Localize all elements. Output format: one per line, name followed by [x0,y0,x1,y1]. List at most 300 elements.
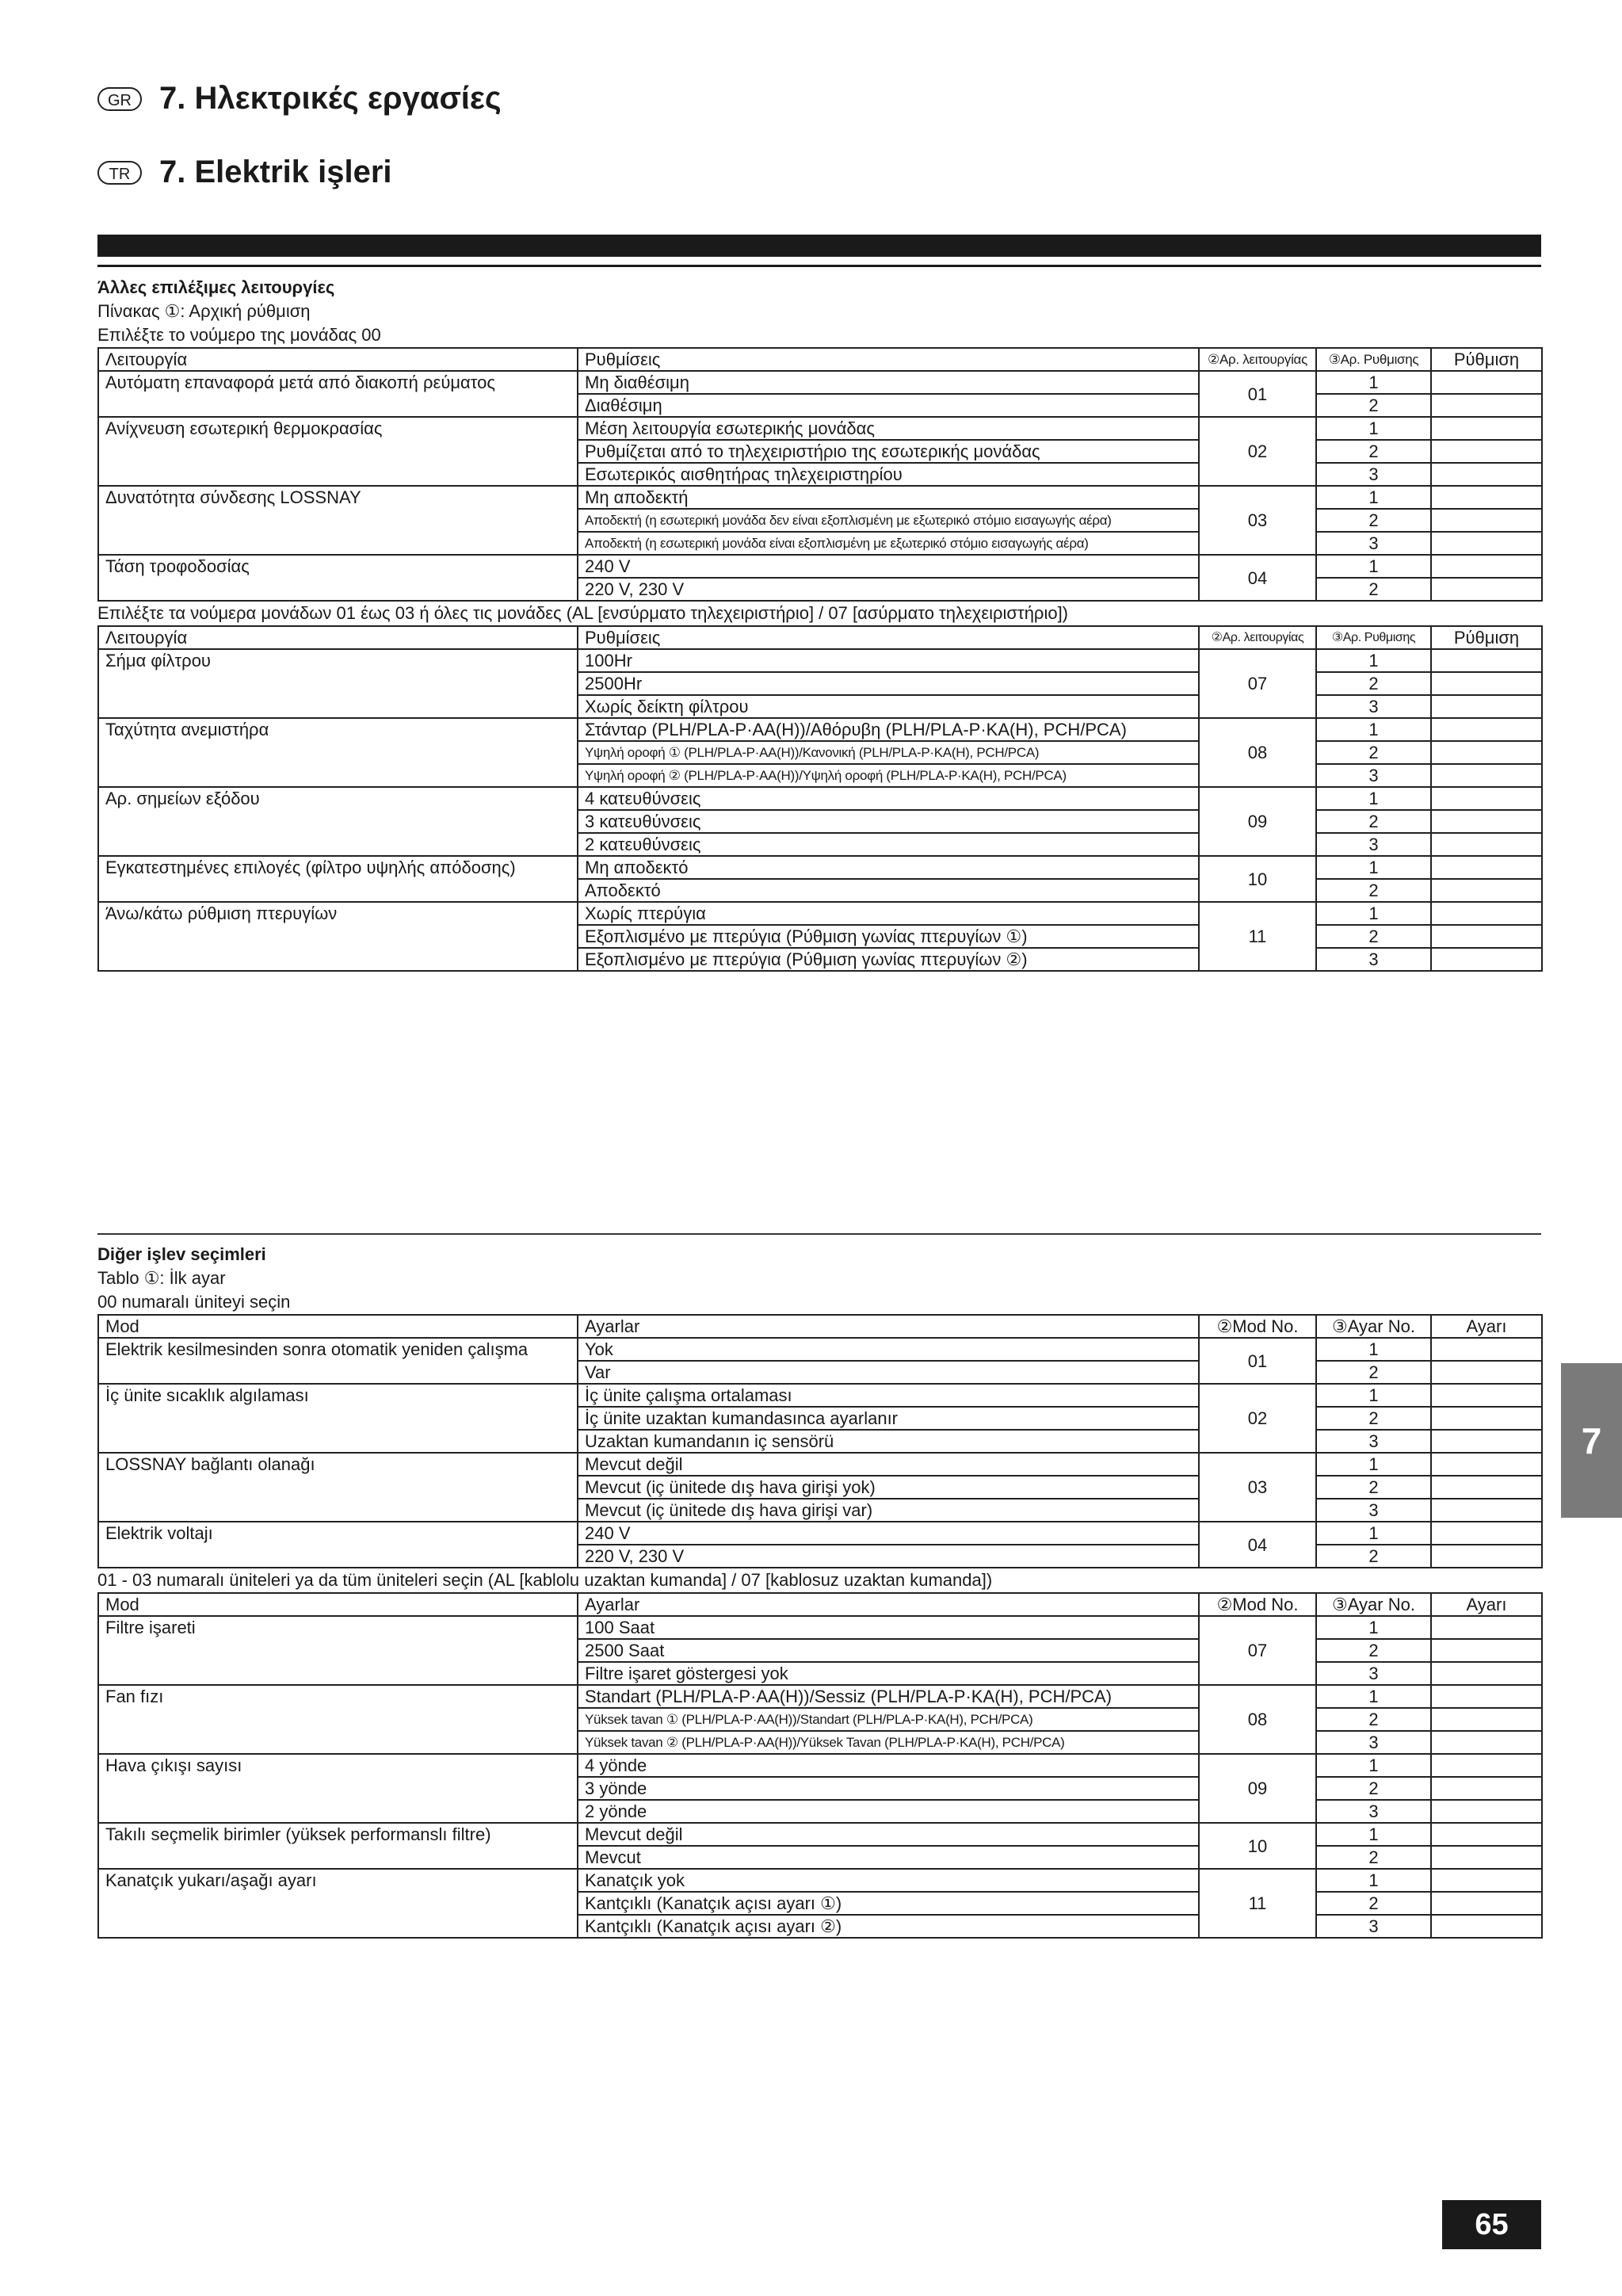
check-cell [1431,1522,1542,1545]
setting-no-cell: 3 [1316,1731,1431,1754]
function-cell-continued [98,879,578,902]
check-cell [1431,1545,1542,1568]
table-row [98,902,1542,925]
function-cell-continued [98,1430,578,1453]
table-row [98,1869,1542,1892]
function-cell-continued [98,1846,578,1869]
check-cell [1431,1708,1542,1731]
setting-no-cell: 1 [1316,1823,1431,1846]
settings-cell: 2 κατευθύνσεις [578,833,1199,856]
mode-no-cell: 10 [1199,856,1316,902]
function-cell-continued [98,440,578,463]
table-row [98,440,1542,463]
settings-cell: Αποδεκτό [578,879,1199,902]
settings-cell: Μη αποδεκτή [578,486,1199,509]
gr-intro-1: Επιλέξτε το νούμερο της μονάδας 00 [97,325,381,345]
setting-no-cell: 2 [1316,1777,1431,1800]
check-cell [1431,1453,1542,1476]
mode-no-cell: 09 [1199,1754,1316,1823]
settings-cell: Αποδεκτή (η εσωτερική μονάδα δεν είναι εξοπλισμένη με εξωτερικό στόμιο εισαγωγής αέρα) [578,509,1199,532]
table-header-row [98,348,1542,371]
check-cell [1431,578,1542,601]
header-setting-no: ③Ayar No. [1316,1315,1431,1338]
check-cell [1431,672,1542,695]
function-cell-continued [98,509,578,532]
mode-no-cell: 03 [1199,1453,1316,1522]
function-cell-continued [98,1892,578,1915]
mode-no-cell: 01 [1199,1338,1316,1384]
function-cell: Τάση τροφοδοσίας [98,555,578,578]
header-mode-no: ②Αρ. λειτουργίας [1199,348,1316,371]
settings-cell: İç ünite uzaktan kumandasınca ayarlanır [578,1407,1199,1430]
function-cell-continued [98,1915,578,1938]
check-cell [1431,486,1542,509]
check-cell [1431,1338,1542,1361]
settings-cell: Kantçıklı (Kanatçık açısı ayarı ②) [578,1915,1199,1938]
function-cell-continued [98,741,578,764]
mode-no-cell: 07 [1199,1616,1316,1685]
function-cell-continued [98,1639,578,1662]
table-row [98,1616,1542,1639]
mode-no-cell: 08 [1199,718,1316,787]
settings-cell: Εξοπλισμένο με πτερύγια (Ρύθμιση γωνίας πτερυγίων ①) [578,925,1199,948]
gr-heading-title: 7. Ηλεκτρικές εργασίες [159,81,502,116]
function-cell: Σήμα φίλτρου [98,649,578,672]
table-row [98,764,1542,787]
function-cell-continued [98,1476,578,1499]
check-cell [1431,741,1542,764]
table-row [98,787,1542,810]
table-row [98,509,1542,532]
function-cell-continued [98,833,578,856]
settings-cell: 4 yönde [578,1754,1199,1777]
setting-no-cell: 3 [1316,1430,1431,1453]
mode-no-cell: 02 [1199,417,1316,486]
function-cell-continued [98,532,578,555]
table-row [98,672,1542,695]
settings-cell: Yok [578,1338,1199,1361]
table-row [98,948,1542,971]
setting-no-cell: 2 [1316,440,1431,463]
check-cell [1431,509,1542,532]
function-cell-continued [98,925,578,948]
setting-no-cell: 1 [1316,902,1431,925]
header-function: Mod [98,1315,578,1338]
table-row [98,532,1542,555]
table-row [98,1453,1542,1476]
function-cell-continued [98,1731,578,1754]
table-row [98,1522,1542,1545]
settings-cell: Mevcut değil [578,1823,1199,1846]
setting-no-cell: 2 [1316,509,1431,532]
function-cell: Δυνατότητα σύνδεσης LOSSNAY [98,486,578,509]
table-row [98,394,1542,417]
setting-no-cell: 1 [1316,1685,1431,1708]
settings-cell: 4 κατευθύνσεις [578,787,1199,810]
tr-table-2 [97,1592,1543,1939]
header-check: Ayarı [1431,1315,1542,1338]
check-cell [1431,463,1542,486]
table-row [98,1754,1542,1777]
table-row [98,578,1542,601]
setting-no-cell: 1 [1316,718,1431,741]
setting-no-cell: 2 [1316,1708,1431,1731]
function-cell-continued [98,1662,578,1685]
tr-intro-1: 00 numaralı üniteyi seçin [97,1292,291,1312]
settings-cell: Kantçıklı (Kanatçık açısı ayarı ①) [578,1892,1199,1915]
function-cell: Εγκατεστημένες επιλογές (φίλτρο υψηλής απόδοσης) [98,856,578,879]
mode-no-cell: 03 [1199,486,1316,555]
check-cell [1431,787,1542,810]
header-settings: Ayarlar [578,1593,1199,1616]
settings-cell: Διαθέσιμη [578,394,1199,417]
check-cell [1431,833,1542,856]
table-row [98,417,1542,440]
setting-no-cell: 3 [1316,1662,1431,1685]
function-cell-continued [98,672,578,695]
check-cell [1431,649,1542,672]
check-cell [1431,948,1542,971]
header-settings: Ayarlar [578,1315,1199,1338]
setting-no-cell: 1 [1316,1384,1431,1407]
check-cell [1431,371,1542,394]
settings-cell: Mevcut (iç ünitede dış hava girişi var) [578,1499,1199,1522]
settings-cell: Uzaktan kumandanın iç sensörü [578,1430,1199,1453]
header-bar [97,235,1541,257]
setting-no-cell: 2 [1316,1846,1431,1869]
check-cell [1431,1777,1542,1800]
settings-cell: Χωρίς δείκτη φίλτρου [578,695,1199,718]
check-cell [1431,1662,1542,1685]
setting-no-cell: 1 [1316,1616,1431,1639]
function-cell-continued [98,695,578,718]
settings-cell: Αποδεκτή (η εσωτερική μονάδα είναι εξοπλισμένη με εξωτερικό στόμιο εισαγωγής αέρα) [578,532,1199,555]
setting-no-cell: 3 [1316,1915,1431,1938]
function-cell-continued [98,1361,578,1384]
header-mode-no: ②Mod No. [1199,1315,1316,1338]
setting-no-cell: 2 [1316,879,1431,902]
settings-cell: 240 V [578,555,1199,578]
check-cell [1431,856,1542,879]
settings-cell: Μέση λειτουργία εσωτερικής μονάδας [578,417,1199,440]
settings-cell: Χωρίς πτερύγια [578,902,1199,925]
check-cell [1431,695,1542,718]
mode-no-cell: 02 [1199,1384,1316,1453]
setting-no-cell: 1 [1316,1754,1431,1777]
setting-no-cell: 1 [1316,555,1431,578]
mode-no-cell: 10 [1199,1823,1316,1869]
setting-no-cell: 2 [1316,672,1431,695]
settings-cell: Υψηλή οροφή ① (PLH/PLA-P·AA(H))/Κανονική (PLH/PLA-P·KA(H), PCH/PCA) [578,741,1199,764]
function-cell-continued [98,1407,578,1430]
table-header-row [98,1315,1542,1338]
mode-no-cell: 04 [1199,555,1316,601]
chapter-side-tab: 7 [1561,1363,1622,1518]
mode-no-cell: 01 [1199,371,1316,417]
check-cell [1431,1846,1542,1869]
function-cell: Elektrik voltajı [98,1522,578,1545]
function-cell: Ταχύτητα ανεμιστήρα [98,718,578,741]
check-cell [1431,718,1542,741]
table-row [98,1499,1542,1522]
check-cell [1431,1407,1542,1430]
settings-cell: Μη αποδεκτό [578,856,1199,879]
page-number: 65 [1442,2200,1541,2249]
function-cell: Hava çıkışı sayısı [98,1754,578,1777]
header-settings: Ρυθμίσεις [578,348,1199,371]
gr-table-2 [97,625,1543,972]
table-header-row [98,626,1542,649]
mode-no-cell: 04 [1199,1522,1316,1568]
check-cell [1431,555,1542,578]
table-row [98,695,1542,718]
mode-no-cell: 07 [1199,649,1316,718]
function-cell: Takılı seçmelik birimler (yüksek performanslı filtre) [98,1823,578,1846]
settings-cell: Μη διαθέσιμη [578,371,1199,394]
settings-cell: Ρυθμίζεται από το τηλεχειριστήριο της εσωτερικής μονάδας [578,440,1199,463]
tr-table-label: Tablo ①: İlk ayar [97,1268,226,1288]
function-cell-continued [98,1708,578,1731]
header-check: Ρύθμιση [1431,348,1542,371]
settings-cell: 3 yönde [578,1777,1199,1800]
table-row [98,810,1542,833]
table-row [98,1777,1542,1800]
function-cell: Filtre işareti [98,1616,578,1639]
mode-no-cell: 08 [1199,1685,1316,1754]
table-row [98,1407,1542,1430]
check-cell [1431,1476,1542,1499]
table-row [98,1708,1542,1731]
settings-cell: Var [578,1361,1199,1384]
setting-no-cell: 2 [1316,1407,1431,1430]
tr-intro-2: 01 - 03 numaralı üniteleri ya da tüm üniteleri seçin (AL [kablolu uzaktan kumanda] / 07 [kablosuz uzaktan kumanda]) [97,1570,993,1590]
function-cell: İç ünite sıcaklık algılaması [98,1384,578,1407]
settings-cell: Kanatçık yok [578,1869,1199,1892]
setting-no-cell: 2 [1316,1545,1431,1568]
table-header-row [98,1593,1542,1616]
check-cell [1431,1639,1542,1662]
table-row [98,1800,1542,1823]
header-setting-no: ③Ayar No. [1316,1593,1431,1616]
gr-section-title: Άλλες επιλέξιμες λειτουργίες [97,277,335,297]
table-row [98,1731,1542,1754]
settings-cell: Yüksek tavan ② (PLH/PLA-P·AA(H))/Yüksek Tavan (PLH/PLA-P·KA(H), PCH/PCA) [578,1731,1199,1754]
setting-no-cell: 1 [1316,649,1431,672]
setting-no-cell: 3 [1316,833,1431,856]
settings-cell: 2 yönde [578,1800,1199,1823]
tr-section [97,1233,1541,1939]
table-row [98,1662,1542,1685]
tr-heading-title: 7. Elektrik işleri [159,155,392,189]
table-row [98,1915,1542,1938]
header-mode-no: ②Mod No. [1199,1593,1316,1616]
check-cell [1431,1800,1542,1823]
table-row [98,741,1542,764]
header-function: Λειτουργία [98,348,578,371]
header-rule [97,265,1541,267]
settings-cell: Filtre işaret göstergesi yok [578,1662,1199,1685]
gr-section [97,276,1541,972]
setting-no-cell: 1 [1316,1338,1431,1361]
gr-language-badge: GR [97,87,142,111]
check-cell [1431,1892,1542,1915]
table-row [98,555,1542,578]
check-cell [1431,1361,1542,1384]
function-cell-continued [98,578,578,601]
settings-cell: 2500 Saat [578,1639,1199,1662]
table-row [98,1639,1542,1662]
header-function: Λειτουργία [98,626,578,649]
setting-no-cell: 1 [1316,787,1431,810]
table-row [98,649,1542,672]
gr-intro-2: Επιλέξτε τα νούμερα μονάδων 01 έως 03 ή όλες τις μονάδες (AL [ενσύρματο τηλεχειριστήριο] / 07 [ασύρματο τηλεχειριστήριο]) [97,603,1069,623]
table-row [98,1361,1542,1384]
table-row [98,1430,1542,1453]
table-row [98,833,1542,856]
setting-no-cell: 2 [1316,578,1431,601]
setting-no-cell: 2 [1316,1892,1431,1915]
setting-no-cell: 1 [1316,371,1431,394]
function-cell-continued [98,1800,578,1823]
settings-cell: Mevcut [578,1846,1199,1869]
header-check: Ayarı [1431,1593,1542,1616]
check-cell [1431,532,1542,555]
tr-heading [97,155,392,190]
function-cell: Άνω/κάτω ρύθμιση πτερυγίων [98,902,578,925]
check-cell [1431,1430,1542,1453]
mode-no-cell: 09 [1199,787,1316,856]
setting-no-cell: 2 [1316,810,1431,833]
header-settings: Ρυθμίσεις [578,626,1199,649]
setting-no-cell: 1 [1316,486,1431,509]
function-cell: Ανίχνευση εσωτερική θερμοκρασίας [98,417,578,440]
function-cell: Kanatçık yukarı/aşağı ayarı [98,1869,578,1892]
function-cell-continued [98,463,578,486]
settings-cell: Υψηλή οροφή ② (PLH/PLA-P·AA(H))/Υψηλή οροφή (PLH/PLA-P·KA(H), PCH/PCA) [578,764,1199,787]
check-cell [1431,417,1542,440]
table-row [98,1685,1542,1708]
table-row [98,371,1542,394]
setting-no-cell: 3 [1316,948,1431,971]
check-cell [1431,1499,1542,1522]
function-cell-continued [98,1545,578,1568]
check-cell [1431,440,1542,463]
settings-cell: 220 V, 230 V [578,1545,1199,1568]
table-row [98,1823,1542,1846]
check-cell [1431,810,1542,833]
check-cell [1431,394,1542,417]
check-cell [1431,902,1542,925]
setting-no-cell: 1 [1316,417,1431,440]
function-cell: LOSSNAY bağlantı olanağı [98,1453,578,1476]
setting-no-cell: 3 [1316,1499,1431,1522]
setting-no-cell: 2 [1316,394,1431,417]
function-cell-continued [98,1777,578,1800]
setting-no-cell: 2 [1316,1361,1431,1384]
gr-table-1 [97,347,1543,602]
table-row [98,1892,1542,1915]
function-cell-continued [98,764,578,787]
setting-no-cell: 3 [1316,532,1431,555]
check-cell [1431,1869,1542,1892]
gr-table-label: Πίνακας ①: Αρχική ρύθμιση [97,301,311,321]
header-setting-no: ③Αρ. Ρυθμισης [1316,348,1431,371]
setting-no-cell: 3 [1316,695,1431,718]
function-cell: Fan fızı [98,1685,578,1708]
settings-cell: Standart (PLH/PLA-P·AA(H))/Sessiz (PLH/PLA-P·KA(H), PCH/PCA) [578,1685,1199,1708]
settings-cell: Εξοπλισμένο με πτερύγια (Ρύθμιση γωνίας πτερυγίων ②) [578,948,1199,971]
setting-no-cell: 2 [1316,925,1431,948]
table-row [98,1846,1542,1869]
header-setting-no: ③Αρ. Ρυθμισης [1316,626,1431,649]
function-cell-continued [98,394,578,417]
table-row [98,1338,1542,1361]
function-cell-continued [98,948,578,971]
function-cell-continued [98,1499,578,1522]
function-cell: Αρ. σημείων εξόδου [98,787,578,810]
settings-cell: Yüksek tavan ① (PLH/PLA-P·AA(H))/Standart (PLH/PLA-P·KA(H), PCH/PCA) [578,1708,1199,1731]
check-cell [1431,1754,1542,1777]
table-row [98,1476,1542,1499]
setting-no-cell: 1 [1316,1453,1431,1476]
check-cell [1431,925,1542,948]
setting-no-cell: 1 [1316,1522,1431,1545]
settings-cell: Mevcut (iç ünitede dış hava girişi yok) [578,1476,1199,1499]
table-row [98,463,1542,486]
mode-no-cell: 11 [1199,1869,1316,1938]
table-row [98,486,1542,509]
check-cell [1431,1915,1542,1938]
check-cell [1431,764,1542,787]
setting-no-cell: 2 [1316,1639,1431,1662]
settings-cell: Mevcut değil [578,1453,1199,1476]
table-row [98,925,1542,948]
settings-cell: 3 κατευθύνσεις [578,810,1199,833]
tr-section-rule [97,1233,1541,1235]
check-cell [1431,1823,1542,1846]
header-check: Ρύθμιση [1431,626,1542,649]
check-cell [1431,1685,1542,1708]
function-cell: Elektrik kesilmesinden sonra otomatik yeniden çalışma [98,1338,578,1361]
tr-table-1 [97,1314,1543,1568]
table-row [98,856,1542,879]
check-cell [1431,1731,1542,1754]
settings-cell: İç ünite çalışma ortalaması [578,1384,1199,1407]
gr-heading [97,81,502,117]
setting-no-cell: 1 [1316,856,1431,879]
settings-cell: Εσωτερικός αισθητήρας τηλεχειριστηρίου [578,463,1199,486]
settings-cell: 240 V [578,1522,1199,1545]
check-cell [1431,879,1542,902]
settings-cell: Στάνταρ (PLH/PLA-P·AA(H))/Αθόρυβη (PLH/PLA-P·KA(H), PCH/PCA) [578,718,1199,741]
setting-no-cell: 2 [1316,741,1431,764]
tr-section-title: Diğer işlev seçimleri [97,1244,266,1264]
table-row [98,879,1542,902]
function-cell: Αυτόματη επαναφορά μετά από διακοπή ρεύματος [98,371,578,394]
setting-no-cell: 1 [1316,1869,1431,1892]
table-row [98,1384,1542,1407]
settings-cell: 100 Saat [578,1616,1199,1639]
tr-language-badge: TR [97,161,142,185]
check-cell [1431,1384,1542,1407]
table-row [98,1545,1542,1568]
settings-cell: 2500Hr [578,672,1199,695]
setting-no-cell: 3 [1316,463,1431,486]
header-function: Mod [98,1593,578,1616]
settings-cell: 220 V, 230 V [578,578,1199,601]
settings-cell: 100Hr [578,649,1199,672]
setting-no-cell: 3 [1316,764,1431,787]
